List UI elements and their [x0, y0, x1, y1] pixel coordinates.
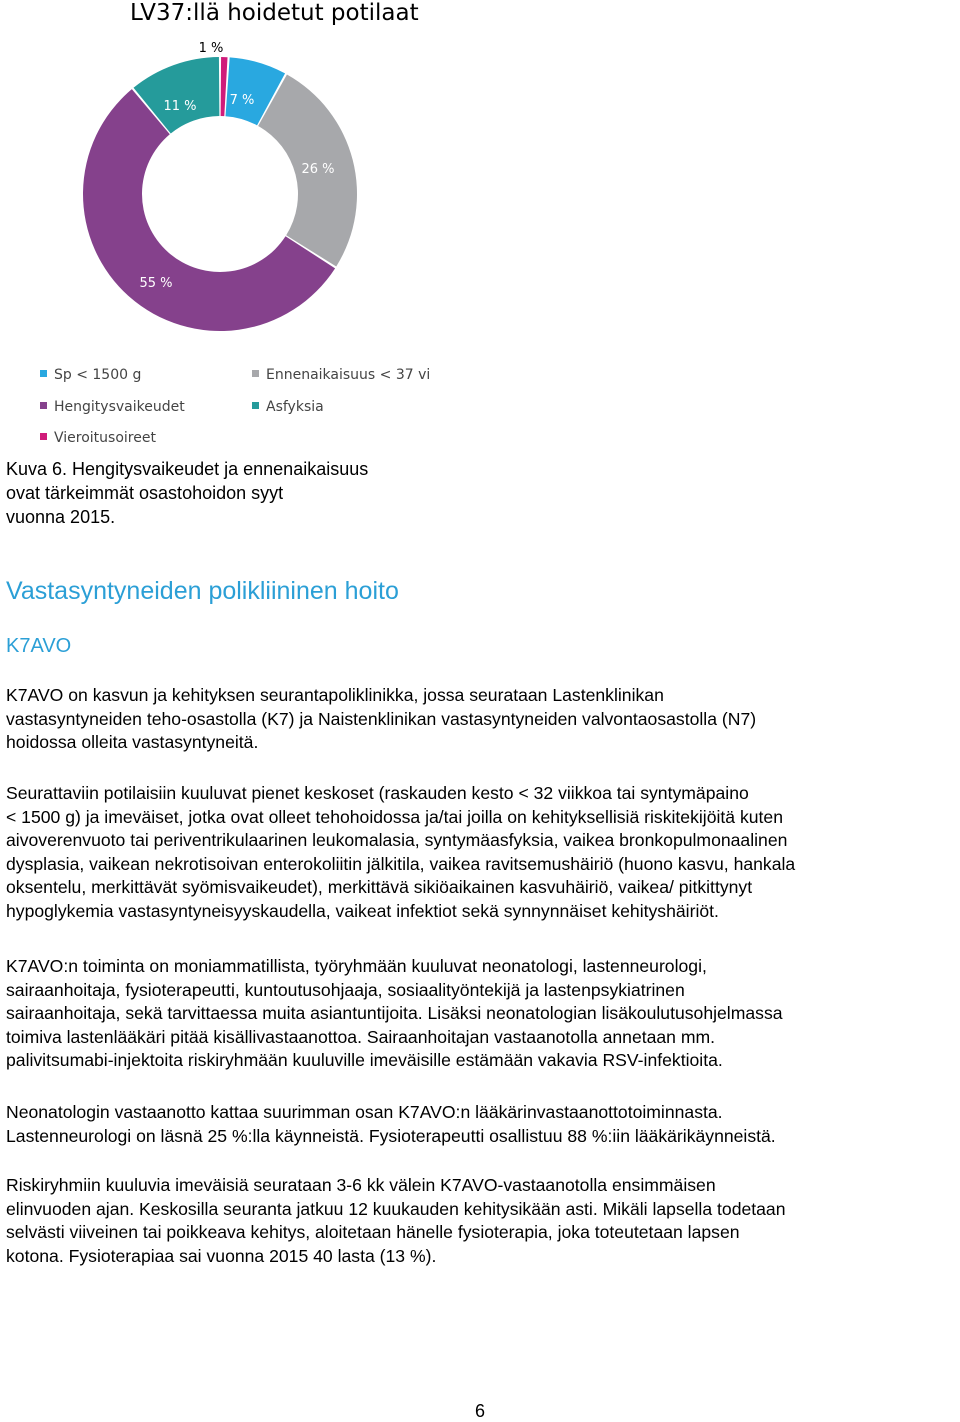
- legend-swatch: [40, 402, 47, 409]
- legend-item-hengitysvaikeudet: [40, 399, 185, 415]
- legend-label: Hengitysvaikeudet: [54, 399, 185, 415]
- section-title: Vastasyntyneiden polikliininen hoito: [6, 577, 399, 605]
- text-line: Seurattaviin potilaisiin kuuluvat pienet keskoset (raskauden kesto < 32 viikkoa tai syntymäpaino: [6, 783, 749, 803]
- slice-data-label: 55 %: [139, 276, 173, 291]
- paragraph: [6, 955, 951, 1073]
- legend-item-ennenaikaisuus: [252, 367, 430, 383]
- sub-title: K7AVO: [6, 635, 72, 657]
- paragraph: [6, 1174, 951, 1268]
- text-line: sairaanhoitaja, sekä tarvittaessa muita asiantuntijoita. Lisäksi neonatologian lisäkoulutusohjelmassa: [6, 1003, 783, 1024]
- text-line: Riskiryhmiin kuuluvia imeväisiä seurataan 3-6 kk välein K7AVO-vastaanotolla ensimmäisen: [6, 1175, 716, 1195]
- text-line: oksentelu, merkittävät syömisvaikeudet), merkittävä sikiöaikainen kasvuhäiriö, vaikea/ pitkittynyt: [6, 877, 753, 898]
- legend-swatch: [40, 370, 47, 377]
- legend-swatch: [252, 402, 259, 409]
- text-line: sairaanhoitaja, fysioterapeutti, kuntoutusohjaaja, sosiaalityöntekijä ja lastenpsykiatrinen: [6, 979, 685, 1000]
- text-line: elinvuoden ajan. Keskosilla seuranta jatkuu 12 kuukauden kehitysikään asti. Mikäli lapsella todetaan: [6, 1198, 786, 1219]
- text-line: Lastenneurologi on läsnä 25 %:lla käynneistä. Fysioterapeutti osallistuu 88 %:iin lääkärikäynneistä.: [6, 1125, 776, 1146]
- page-number: 6: [475, 1401, 486, 1421]
- legend-label: Vieroitusoireet: [54, 430, 156, 446]
- text-line: toimiva lastenlääkäri pitää kisällivastaanottoa. Sairaanhoitajan vastaanotolla annetaan mm.: [6, 1026, 716, 1047]
- legend-label: Ennenaikaisuus < 37 vi: [266, 367, 431, 383]
- legend-swatch: [252, 370, 259, 377]
- text-line: < 1500 g) ja imeväiset, jotka ovat olleet tehohoidossa ja/tai joilla on kehityksellisiä riskitekijöitä kuten: [6, 806, 783, 827]
- text-line: K7AVO on kasvun ja kehityksen seurantapoliklinikka, jossa seurataan Lastenklinikan: [6, 685, 664, 705]
- text-line: hypoglykemia vastasyntyneisyyskaudella, vaikeat infektiot sekä synnynnäiset kehityshäiriöt.: [6, 900, 719, 921]
- paragraph: [6, 782, 951, 924]
- legend-item-vieroitusoireet: [40, 430, 156, 446]
- slice-data-label: 26 %: [301, 162, 335, 177]
- legend-label: Asfyksia: [266, 399, 324, 415]
- legend-label: Sp < 1500 g: [54, 367, 142, 383]
- paragraph: [6, 1101, 951, 1148]
- donut-chart: [0, 0, 380, 340]
- text-line: hoidossa olleita vastasyntyneitä.: [6, 732, 259, 753]
- chart-title: LV37:llä hoidetut potilaat: [130, 0, 419, 26]
- text-line: palivitsumabi-injektoita riskiryhmään kuuluville imeväisille estämään vakavia RSV-infektioita.: [6, 1050, 723, 1071]
- text-line: kotona. Fysioterapiaa sai vuonna 2015 40 lasta (13 %).: [6, 1245, 437, 1266]
- legend-item-sp: [40, 367, 141, 383]
- slice-data-label: 11 %: [163, 99, 197, 114]
- text-line: dysplasia, vaikean nekrotisoivan enterokoliitin jälkitila, vaikea ravitsemushäiriö (huono kasvu, hankala: [6, 853, 796, 874]
- text-line: K7AVO:n toiminta on moniammatillista, työryhmään kuuluvat neonatologi, lastenneurologi,: [6, 956, 707, 976]
- legend-item-asfyksia: [252, 399, 324, 415]
- figure-caption: Kuva 6. Hengitysvaikeudet ja ennenaikaisuus ovat tärkeimmät osastohoidon syyt vuonna 2015.: [6, 459, 369, 527]
- paragraph: [6, 684, 951, 755]
- text-line: aivoverenvuoto tai periventrikulaarinen leukomalasia, syntymäasfyksia, vaikea bronkopulmonaalinen: [6, 830, 788, 851]
- text-line: vastasyntyneiden teho-osastolla (K7) ja Naistenklinikan vastasyntyneiden valvontaosastolla (N7): [6, 708, 757, 729]
- slice-data-label: 7 %: [229, 93, 255, 108]
- text-line: selvästi viiveinen tai poikkeava kehitys, aloitetaan hänelle fysioterapia, joka toteutetaan lapsen: [6, 1222, 740, 1243]
- legend-swatch: [40, 433, 47, 440]
- text-line: Neonatologin vastaanotto kattaa suurimman osan K7AVO:n lääkärinvastaanottotoiminnasta.: [6, 1102, 723, 1122]
- slice-data-label: 1 %: [198, 41, 224, 56]
